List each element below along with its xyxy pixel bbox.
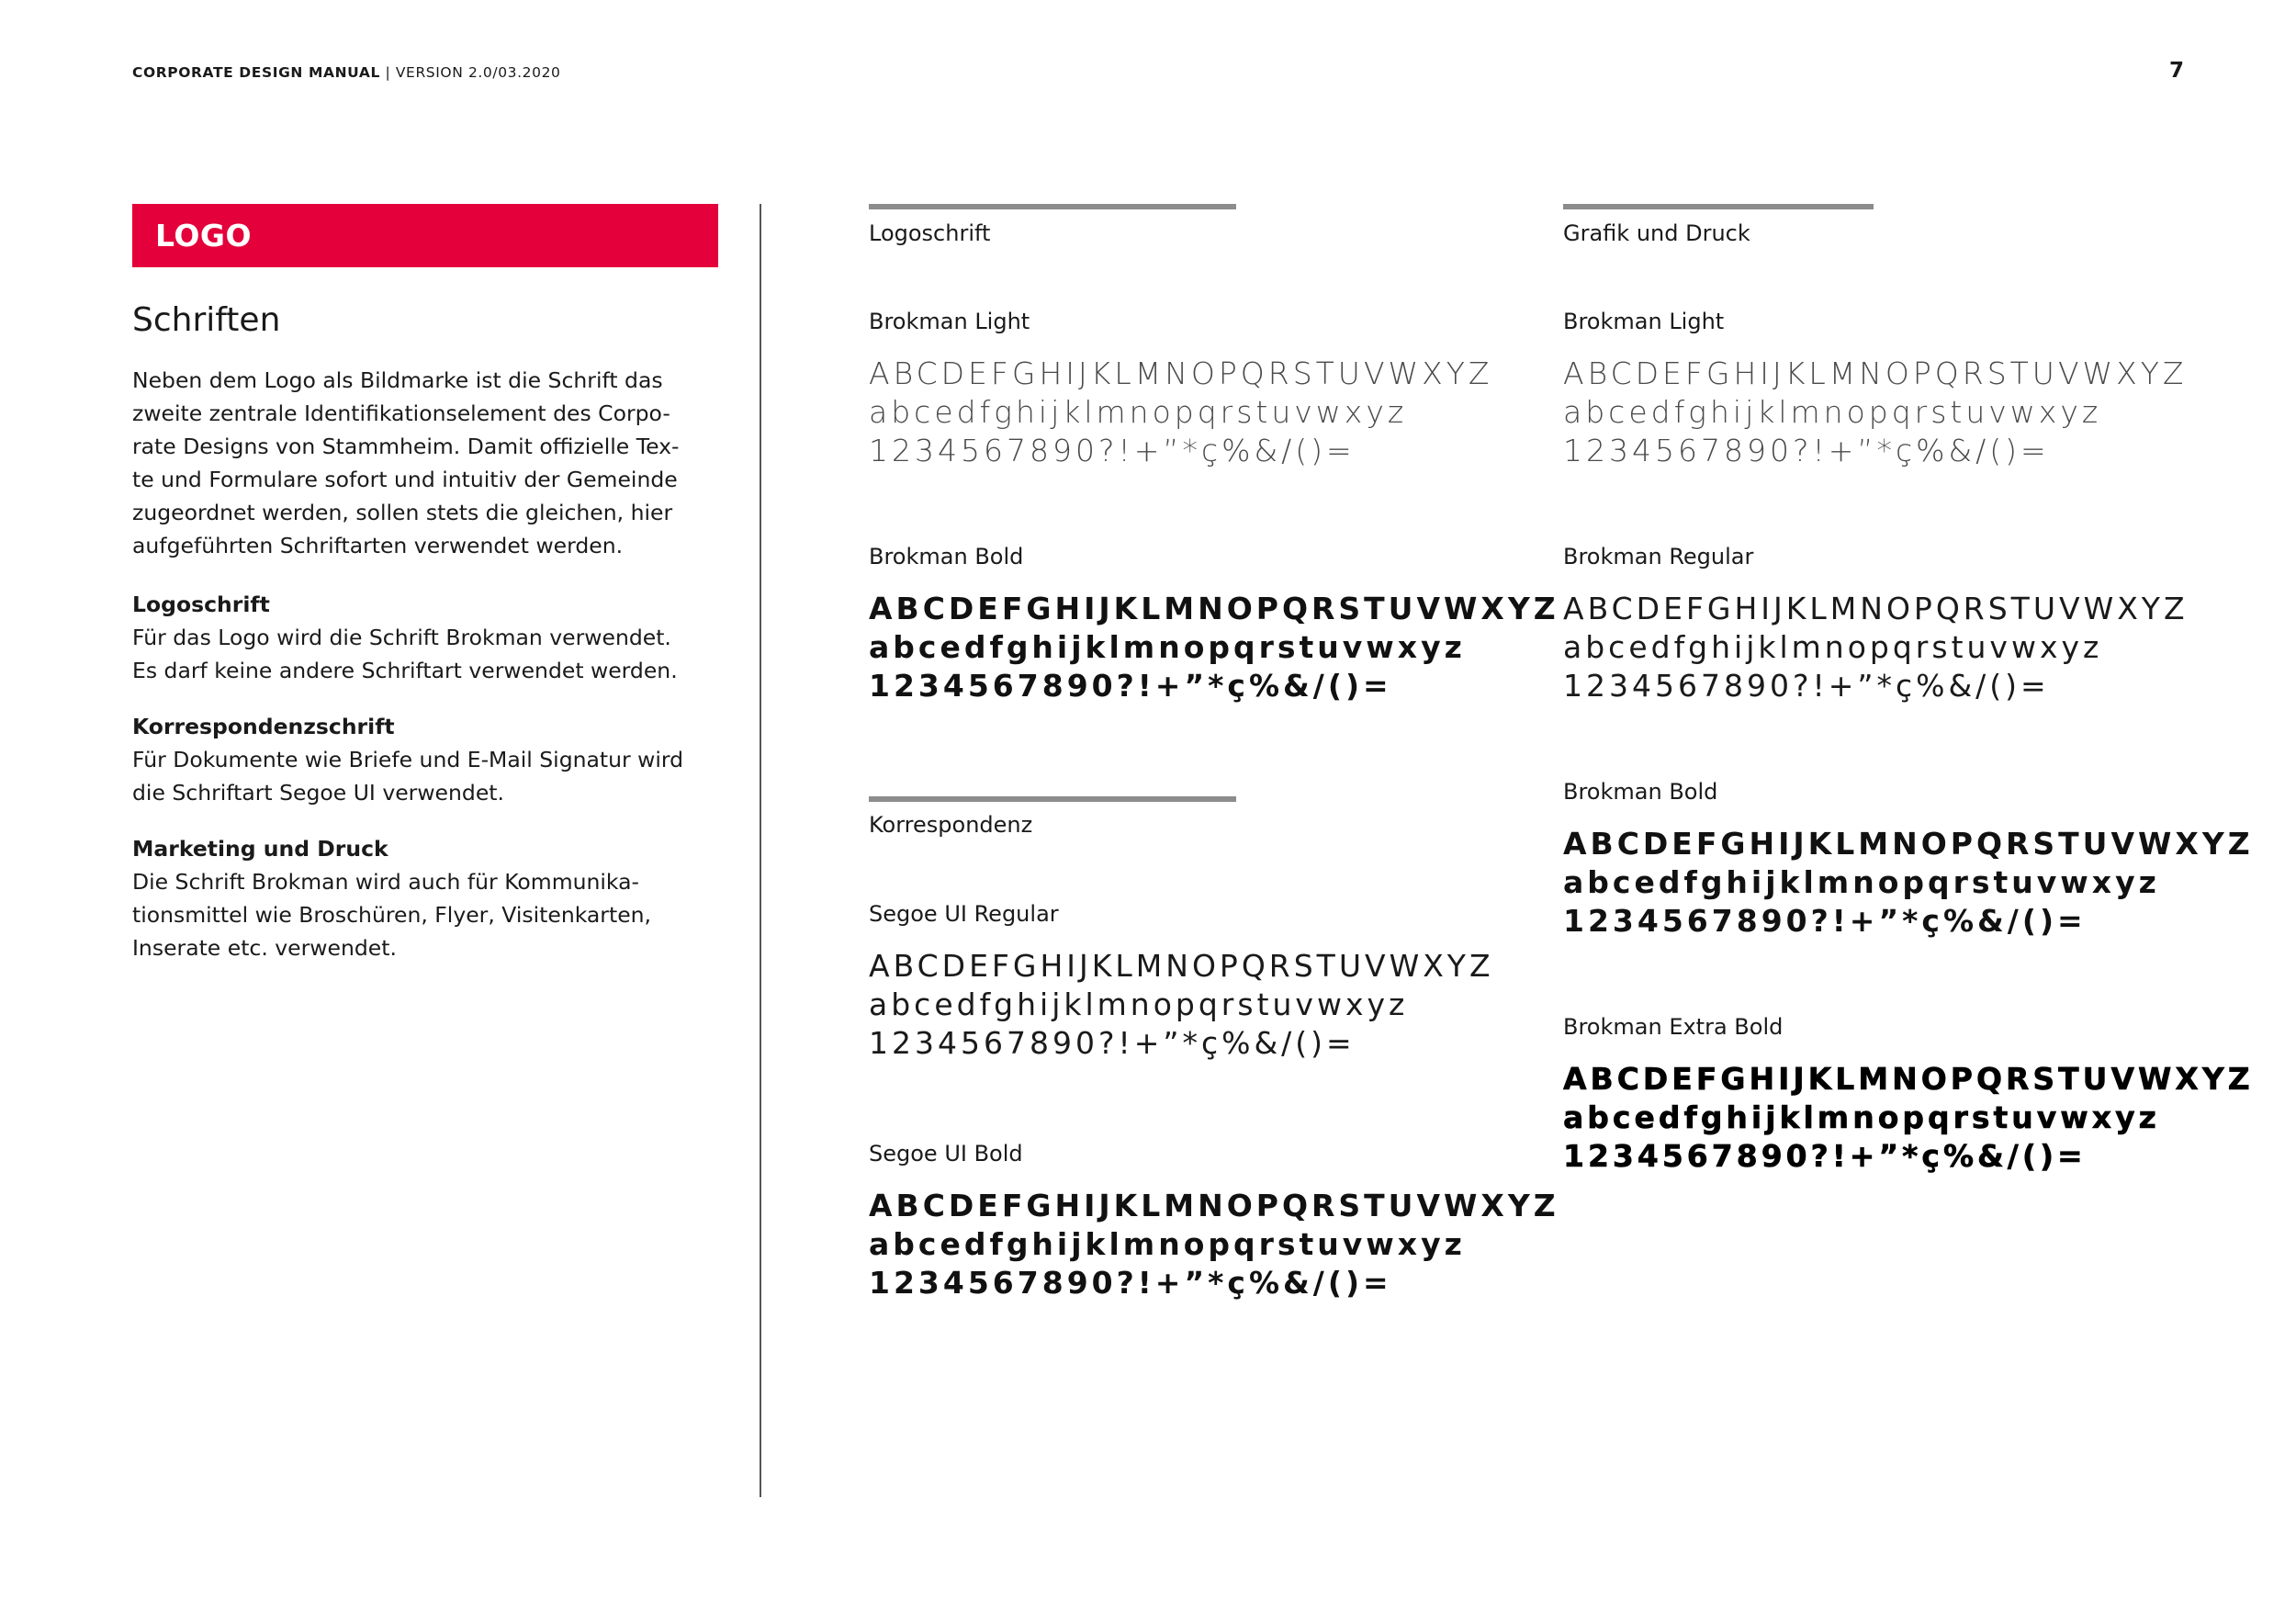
- sample-lowercase: abcedfghijklmnopqrstuvwxyz: [869, 394, 1408, 430]
- block-heading: Logoschrift: [132, 592, 270, 617]
- sample-numerals: 1234567890?!+”*ç%&/()=: [869, 1025, 1356, 1061]
- sample-lowercase: abcedfghijklmnopqrstuvwxyz: [1563, 864, 2160, 900]
- sample-numerals: 1234567890?!+”*ç%&/()=: [869, 433, 1356, 468]
- sample-numerals: 1234567890?!+”*ç%&/()=: [1563, 433, 2050, 468]
- intro-line: zweite zentrale Identifikationselement des Corpo-: [132, 400, 670, 426]
- block-line: Für das Logo wird die Schrift Brokman verwendet.: [132, 625, 671, 650]
- sample-lowercase: abcedfghijklmnopqrstuvwxyz: [1563, 394, 2102, 430]
- sample-numerals: 1234567890?!+”*ç%&/()=: [1563, 903, 2087, 939]
- block-line: Für Dokumente wie Briefe und E-Mail Signatur wird: [132, 747, 684, 772]
- sample-numerals: 1234567890?!+”*ç%&/()=: [869, 668, 1392, 704]
- grafik-rule: [1563, 204, 1874, 209]
- running-header: [132, 64, 561, 81]
- section-title: Schriften: [132, 301, 281, 339]
- korrespondenz-rule: [869, 796, 1236, 802]
- font-name-brokman-light: Brokman Light: [1563, 309, 1725, 334]
- font-sample-brokman-light: [869, 355, 1493, 470]
- logo-section-bar: [132, 204, 718, 267]
- font-sample-segoe-bold: [869, 1187, 1559, 1302]
- sample-lowercase: abcedfghijklmnopqrstuvwxyz: [1563, 629, 2103, 665]
- font-name-segoe-regular: Segoe UI Regular: [869, 901, 1059, 927]
- font-sample-brokman-extra-bold: [1563, 1060, 2254, 1176]
- korrespondenz-label: Korrespondenz: [869, 812, 1033, 838]
- sample-uppercase: ABCDEFGHIJKLMNOPQRSTUVWXYZ: [869, 591, 1559, 626]
- intro-line: zugeordnet werden, sollen stets die gleichen, hier: [132, 500, 673, 525]
- font-name-brokman-regular: Brokman Regular: [1563, 544, 1754, 569]
- intro-line: aufgeführten Schriftarten verwendet werden.: [132, 533, 624, 558]
- sample-uppercase: ABCDEFGHIJKLMNOPQRSTUVWXYZ: [869, 948, 1494, 984]
- intro-line: rate Designs von Stammheim. Damit offizielle Tex-: [132, 434, 680, 459]
- block-marketing-und-druck: [132, 832, 720, 964]
- sample-lowercase: abcedfghijklmnopqrstuvwxyz: [1563, 1099, 2160, 1135]
- column-divider: [760, 204, 761, 1497]
- font-name-brokman-bold: Brokman Bold: [869, 544, 1024, 569]
- logo-section-label: LOGO: [155, 218, 253, 254]
- sample-uppercase: ABCDEFGHIJKLMNOPQRSTUVWXYZ: [869, 355, 1493, 391]
- block-line: die Schriftart Segoe UI verwendet.: [132, 780, 504, 806]
- font-sample-segoe-regular: [869, 947, 1494, 1063]
- block-heading: Marketing und Druck: [132, 836, 388, 862]
- sample-lowercase: abcedfghijklmnopqrstuvwxyz: [869, 629, 1466, 665]
- intro-line: te und Formulare sofort und intuitiv der Gemeinde: [132, 467, 678, 492]
- page-number: 7: [2168, 59, 2184, 83]
- sample-lowercase: abcedfghijklmnopqrstuvwxyz: [869, 1226, 1466, 1262]
- grafik-und-druck-label: Grafik und Druck: [1563, 220, 1750, 246]
- sample-lowercase: abcedfghijklmnopqrstuvwxyz: [869, 986, 1409, 1022]
- block-line: Die Schrift Brokman wird auch für Kommunika-: [132, 869, 639, 895]
- intro-paragraph: [132, 364, 720, 562]
- sample-uppercase: ABCDEFGHIJKLMNOPQRSTUVWXYZ: [1563, 1061, 2254, 1097]
- sample-numerals: 1234567890?!+”*ç%&/()=: [1563, 668, 2050, 704]
- block-korrespondenzschrift: [132, 710, 720, 809]
- font-name-segoe-bold: Segoe UI Bold: [869, 1141, 1023, 1167]
- font-sample-brokman-light: [1563, 355, 2188, 470]
- block-line: Inserate etc. verwendet.: [132, 935, 397, 961]
- sample-numerals: 1234567890?!+”*ç%&/()=: [1563, 1138, 2087, 1174]
- font-sample-brokman-bold: [1563, 825, 2254, 941]
- font-name-brokman-light: Brokman Light: [869, 309, 1030, 334]
- manual-version: | VERSION 2.0/03.2020: [379, 64, 561, 81]
- sample-uppercase: ABCDEFGHIJKLMNOPQRSTUVWXYZ: [1563, 826, 2254, 862]
- block-line: tionsmittel wie Broschüren, Flyer, Visitenkarten,: [132, 902, 652, 928]
- logoschrift-rule: [869, 204, 1236, 209]
- font-name-brokman-extra-bold: Brokman Extra Bold: [1563, 1014, 1784, 1040]
- font-sample-brokman-regular: [1563, 590, 2189, 705]
- manual-title: CORPORATE DESIGN MANUAL: [132, 64, 380, 81]
- block-heading: Korrespondenzschrift: [132, 714, 395, 739]
- sample-numerals: 1234567890?!+”*ç%&/()=: [869, 1265, 1392, 1301]
- block-line: Es darf keine andere Schriftart verwendet werden.: [132, 658, 678, 683]
- intro-line: Neben dem Logo als Bildmarke ist die Schrift das: [132, 367, 663, 393]
- font-name-brokman-bold: Brokman Bold: [1563, 779, 1718, 805]
- block-logoschrift: [132, 588, 720, 687]
- sample-uppercase: ABCDEFGHIJKLMNOPQRSTUVWXYZ: [1563, 591, 2189, 626]
- font-sample-brokman-bold: [869, 590, 1559, 705]
- logoschrift-label: Logoschrift: [869, 220, 991, 246]
- sample-uppercase: ABCDEFGHIJKLMNOPQRSTUVWXYZ: [1563, 355, 2188, 391]
- sample-uppercase: ABCDEFGHIJKLMNOPQRSTUVWXYZ: [869, 1188, 1559, 1223]
